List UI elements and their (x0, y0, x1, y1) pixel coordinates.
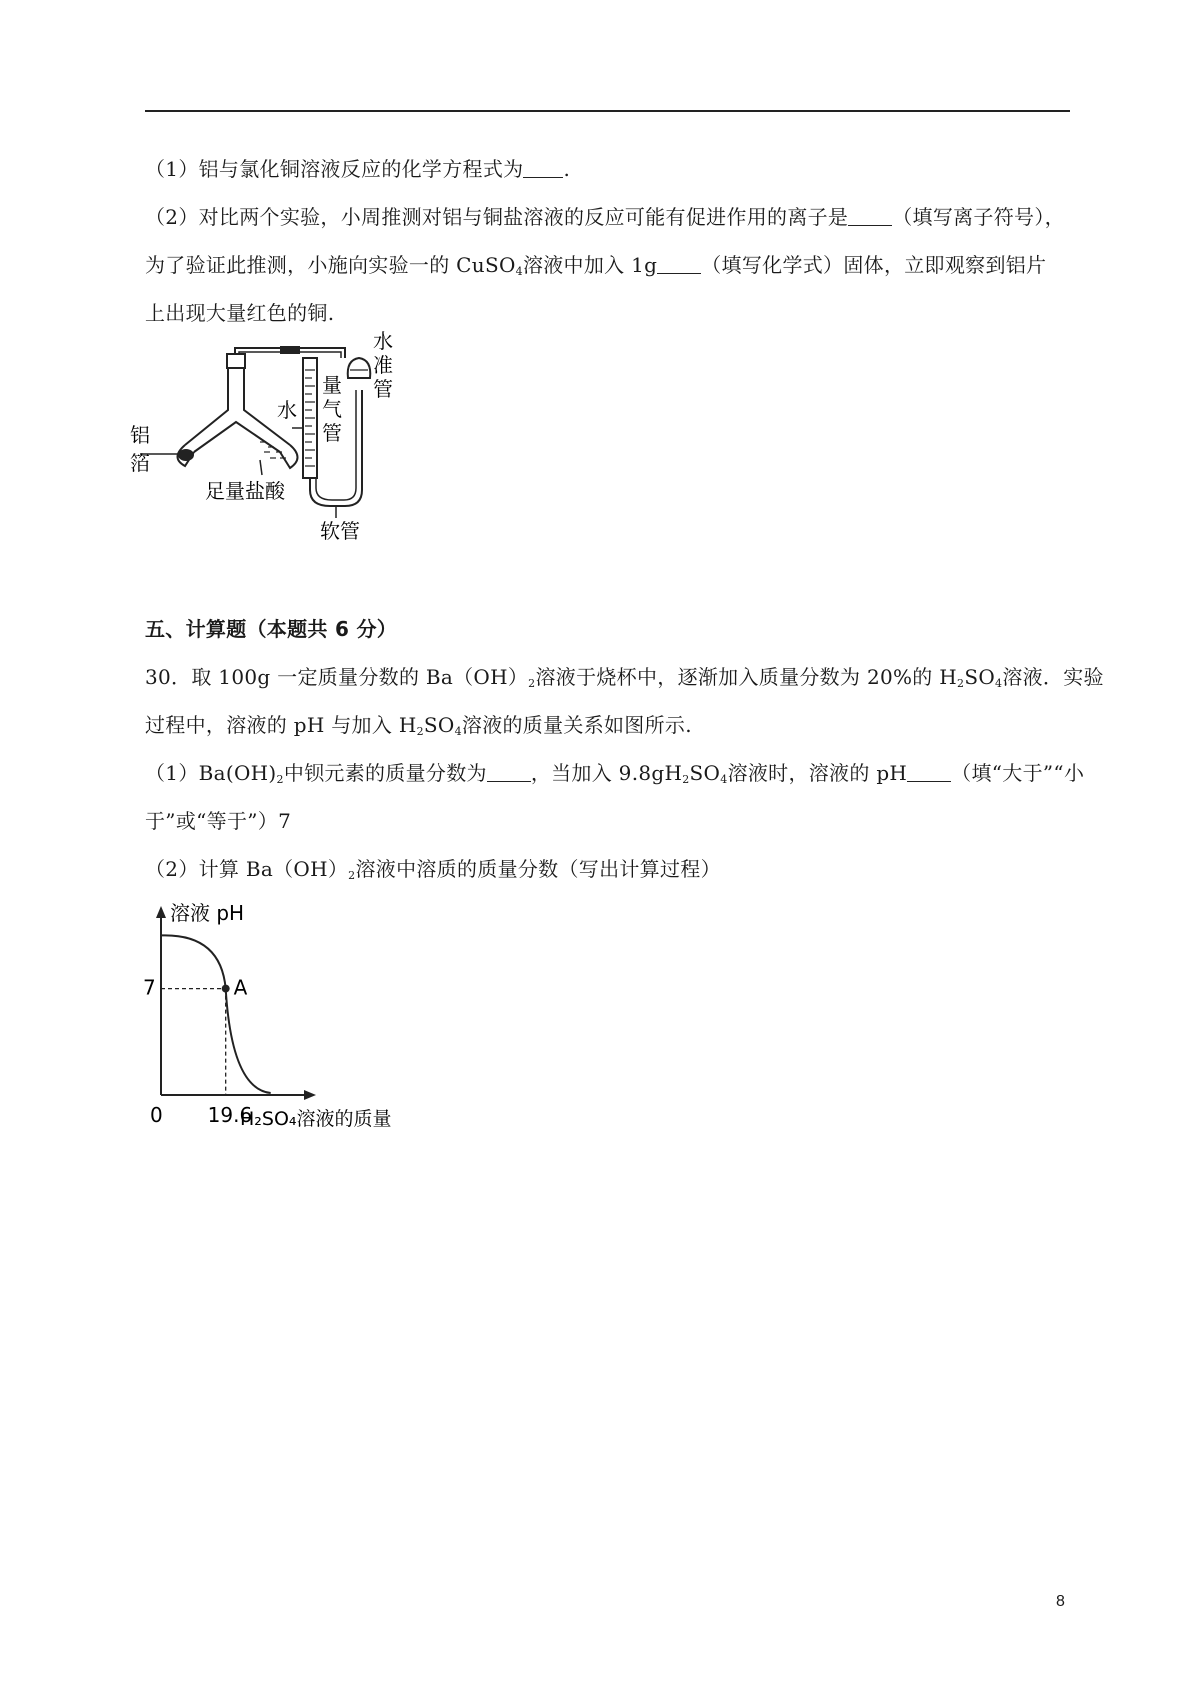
ph-curve (161, 935, 271, 1093)
label-level-1: 水 (373, 329, 393, 353)
origin-label: 0 (150, 1103, 163, 1127)
answer-blank[interactable] (657, 255, 701, 274)
q30-line2: 过程中，溶液的 pH 与加入 $H_2SO_4$溶液的质量关系如图所示. (145, 713, 692, 738)
answer-blank[interactable] (848, 207, 892, 226)
q30-line1: 30．取 100g 一定质量分数的 $Ba(OH)_2$溶液于烧杯中，逐渐加入质量分数为 20%的 $H_2SO_4$溶液．实验 (145, 665, 1104, 690)
q29-part2-line3: 上出现大量红色的铜. (145, 301, 335, 325)
point-a-label: A (233, 975, 248, 1000)
label-level-2: 准 (373, 353, 393, 377)
q29-part2-line1: （2）对比两个实验，小周推测对铝与铜盐溶液的反应可能有促进作用的离子是 （填写离子符号）， (145, 205, 1065, 229)
label-al-2: 箔 (130, 451, 150, 475)
label-tube-3: 管 (322, 421, 342, 445)
label-water: 水 (277, 398, 297, 422)
q29-part2-line2: 为了验证此推测，小施向实验一的 CuSO$_4$溶液中加入 1g （填写化学式）固体，立即观察到铝片 (145, 253, 1047, 278)
label-al-1: 铝 (130, 423, 150, 447)
y-axis-arrow-icon (156, 906, 166, 918)
label-tube-2: 气 (322, 397, 342, 421)
x-tick-19-6: 19.6 (207, 1103, 253, 1127)
q30-part2: （2）计算 $Ba(OH)_2$溶液中溶质的质量分数（写出计算过程） (145, 857, 721, 882)
section-heading: 五、计算题（本题共 6 分） (145, 617, 398, 641)
leveling-funnel-icon (348, 358, 371, 378)
aluminum-foil-icon (178, 449, 194, 461)
x-axis-label: H₂SO₄溶液的质量 (240, 1108, 392, 1130)
q30-part1-line1: $(1)Ba(OH)_2$中钡元素的质量分数为 ，当加入 $9.8gH_2SO_4$溶液时，溶液的 pH （填“大于”“小 (145, 761, 1085, 786)
y-tick-7: 7 (143, 975, 156, 1000)
q30-part1-line2: 于”或“等于”）7 (145, 809, 292, 833)
answer-blank[interactable] (907, 763, 951, 782)
apparatus-figure (130, 329, 440, 550)
y-tube (185, 368, 290, 445)
q29-part1: （1）铝与氯化铜溶液反应的化学方程式为 . (145, 157, 571, 181)
x-axis-arrow-icon (304, 1090, 316, 1100)
y-axis-label: 溶液 pH (170, 901, 245, 925)
answer-blank[interactable] (523, 159, 563, 178)
label-tube-1: 量 (322, 373, 342, 397)
answer-blank[interactable] (487, 763, 531, 782)
label-level-3: 管 (373, 377, 393, 401)
label-hose: 软管 (320, 519, 360, 543)
point-a (222, 985, 230, 993)
clamp-icon (280, 346, 300, 354)
page-number: 8 (1056, 1593, 1065, 1610)
header-rule (145, 110, 1070, 112)
stopper-icon (227, 354, 245, 368)
ph-chart (140, 900, 440, 1130)
label-acid: 足量盐酸 (205, 479, 285, 503)
